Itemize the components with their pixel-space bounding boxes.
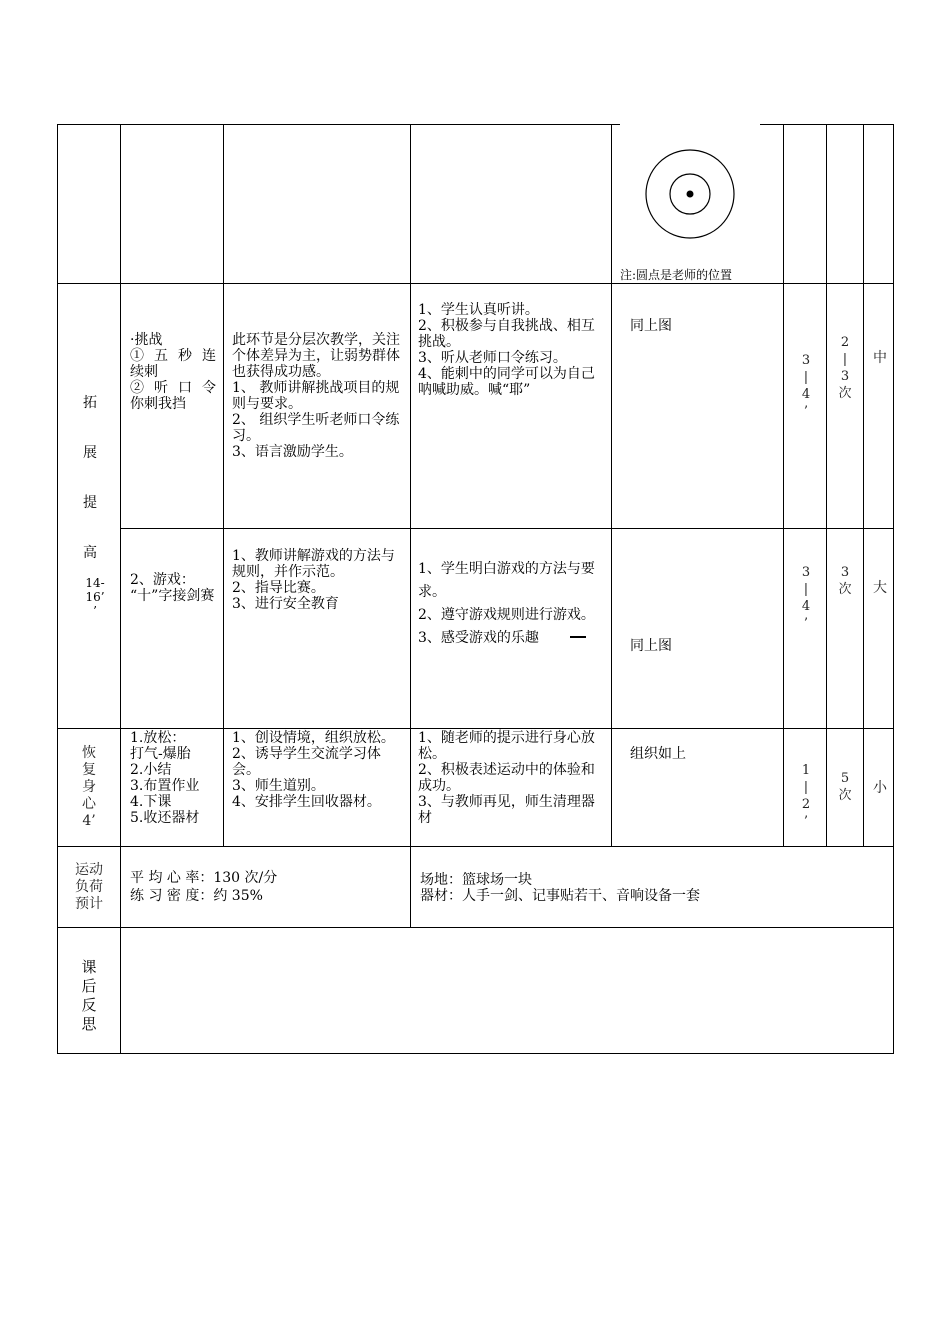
reflection-label: 课 后 反 思: [81, 958, 97, 1033]
game-content: 2、游戏： “十”字接剑赛: [130, 572, 215, 604]
stage-huifu: 恢 复 身 心 4’: [82, 745, 96, 829]
stage-char-4: 高: [83, 545, 97, 561]
game-intensity: 大: [873, 580, 887, 596]
game-count: 3 次: [838, 565, 852, 597]
huifu-time: 1 | 2 ’: [801, 763, 811, 829]
huifu-intensity: 小: [873, 780, 887, 796]
game-organization: 同上图: [630, 638, 672, 654]
game-teacher: 1、教师讲解游戏的方法与规则，并作示范。 2、指导比赛。 3、进行安全教育: [232, 548, 395, 612]
challenge-time: 3 | 4 ’: [801, 353, 811, 419]
stage-time: 14- 16’ ’: [85, 576, 105, 618]
teacher-position-diagram: [640, 145, 740, 245]
huifu-organization: 组织如上: [630, 746, 686, 762]
stage-char-1: 拓: [83, 395, 97, 411]
challenge-count: 2 | 3 次: [838, 335, 852, 401]
huifu-content: 1.放松： 打气-爆胎 2.小结 3.布置作业 4.下课 5.收还器材: [130, 730, 200, 826]
huifu-count: 5 次: [838, 771, 852, 803]
stage-char-3: 提: [83, 495, 97, 511]
practice-density: 练 习 密 度：约 35%: [130, 888, 263, 904]
load-label: 运动 负荷 预计: [75, 862, 103, 912]
heart-rate: 平 均 心 率：130 次/分: [130, 870, 278, 886]
challenge-content: ·挑战 ① 五 秒 连 续刺 ② 听 口 令 你刺我挡: [130, 332, 216, 412]
huifu-teacher: 1、创设情境，组织放松。 2、诱导学生交流学习体会。 3、师生道别。 4、安排学生回收器材。: [232, 730, 395, 810]
venue: 场地：篮球场一块: [420, 872, 532, 888]
equipment: 器材：人手一剑、记事贴若干、音响设备一套: [420, 888, 700, 904]
game-time: 3 | 4 ’: [801, 565, 811, 631]
game-student: 1、学生明白游戏的方法与要求。 2、遵守游戏规则进行游戏。 3、感受游戏的乐趣: [418, 561, 595, 646]
diagram-caption: 注:圆点是老师的位置: [620, 268, 733, 282]
stage-char-2: 展: [83, 445, 97, 461]
challenge-student: 1、学生认真听讲。 2、积极参与自我挑战、相互挑战。 3、听从老师口令练习。 4、能刺中的同学可以为自己呐喊助威。喊“耶”: [418, 302, 595, 398]
challenge-intensity: 中: [873, 350, 887, 366]
teacher-dot: [687, 191, 694, 198]
challenge-teacher: 此环节是分层次教学，关注个体差异为主，让弱势群体也获得成功感。 1、 教师讲解挑战项目的规则与要求。 2、 组织学生听老师口令练习。 3、语言激励学生。: [232, 332, 400, 460]
challenge-organization: 同上图: [630, 318, 672, 334]
huifu-student: 1、随老师的提示进行身心放松。 2、积极表述运动中的体验和成功。 3、与教师再见，师生清理器材: [418, 730, 595, 826]
dash-mark: [570, 636, 586, 638]
